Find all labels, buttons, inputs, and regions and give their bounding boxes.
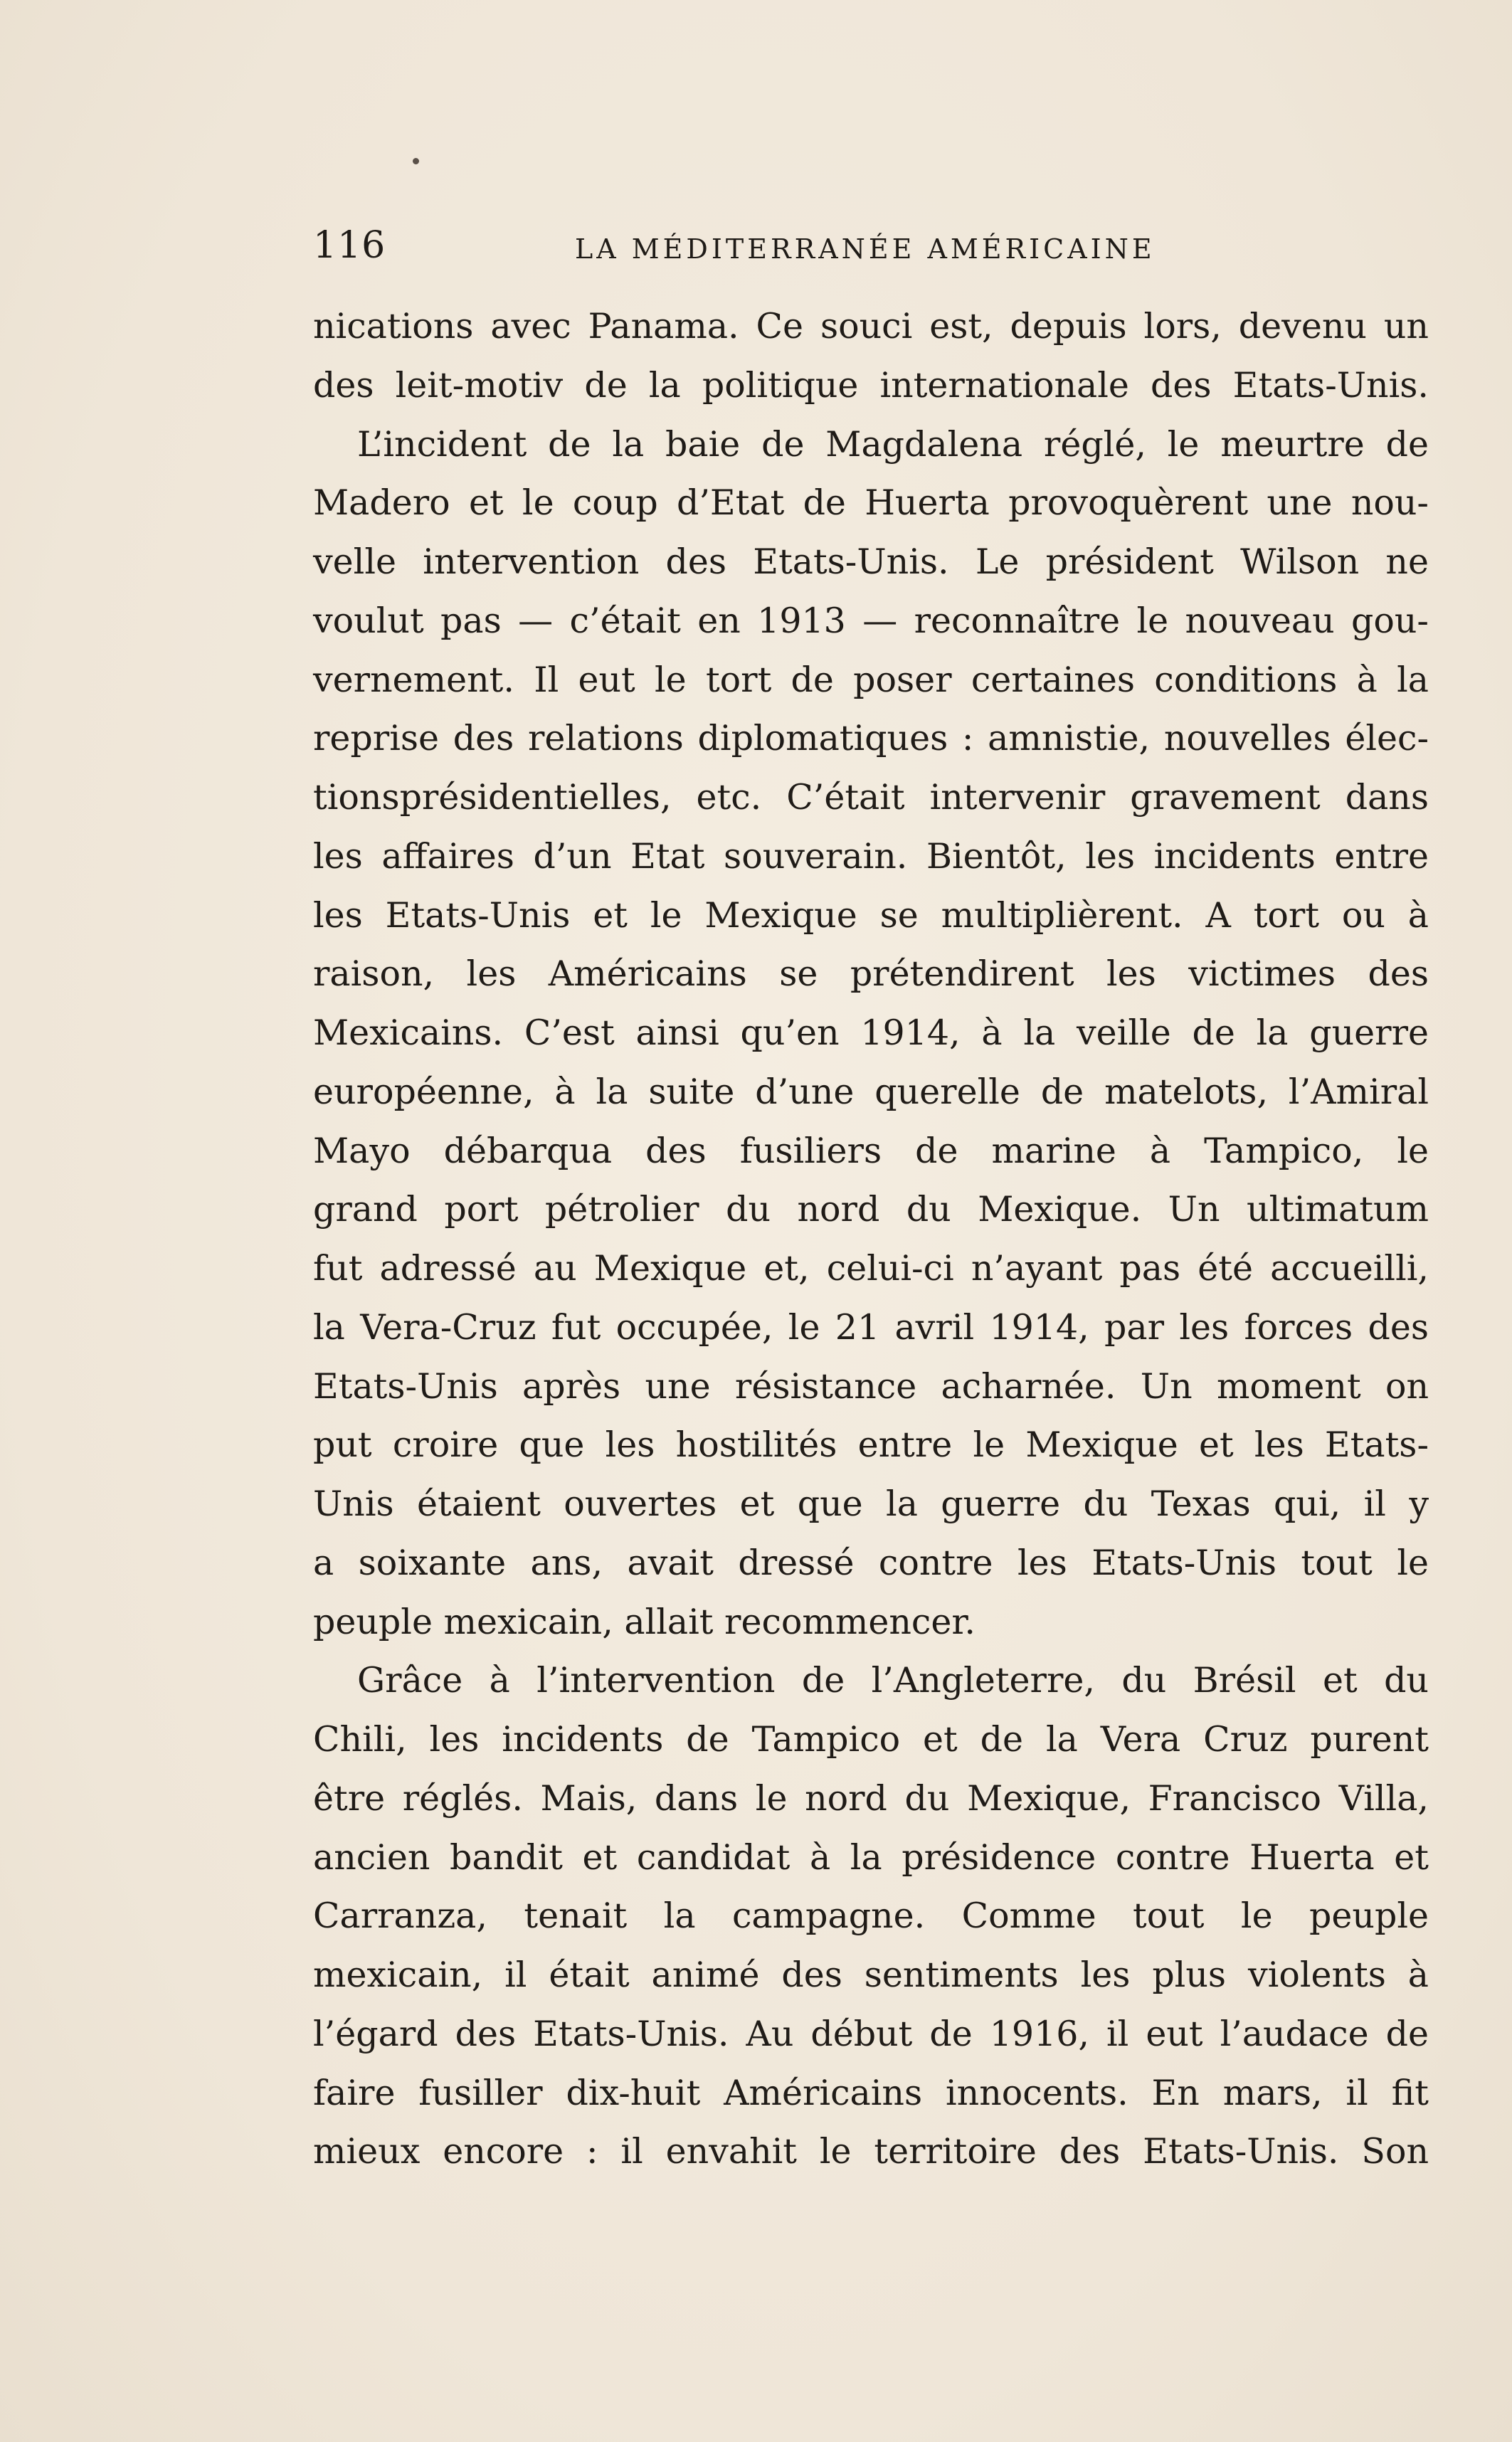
text-line: Mayo débarqua des fusiliers de marine à Tampico, le	[313, 1130, 1429, 1171]
text-line: Unis étaient ouvertes et que la guerre du Texas qui, il y	[313, 1484, 1429, 1524]
text-line: fut adressé au Mexique et, celui-ci n’ayant pas été accueilli,	[313, 1248, 1429, 1289]
text-line: put croire que les hostilités entre le Mexique et les Etats-	[313, 1424, 1429, 1466]
running-title: LA MÉDITERRANÉE AMÉRICAINE	[575, 233, 1156, 265]
body-text	[313, 297, 1429, 2182]
text-line: être réglés. Mais, dans le nord du Mexique, Francisco Villa,	[313, 1777, 1429, 1819]
text-line: la Vera-Cruz fut occupée, le 21 avril 1914, par les forces des	[313, 1306, 1429, 1348]
text-line: grand port pétrolier du nord du Mexique. Un ultimatum	[313, 1189, 1429, 1230]
text-line: L’incident de la baie de Magdalena réglé, le meurtre de	[357, 423, 1429, 465]
text-line: a soixante ans, avait dressé contre les Etats-Unis tout le	[313, 1542, 1429, 1583]
text-line: voulut pas — c’était en 1913 — reconnaître le nouveau gou-	[313, 600, 1429, 641]
text-line: tionsprésidentielles, etc. C’était intervenir gravement dans	[313, 777, 1429, 818]
text-line: mieux encore : il envahit le territoire des Etats-Unis. Son	[313, 2131, 1429, 2172]
text-line: Carranza, tenait la campagne. Comme tout le peuple	[313, 1896, 1429, 1937]
page-number: 116	[313, 224, 386, 267]
text-line: reprise des relations diplomatiques : amnistie, nouvelles élec-	[313, 718, 1429, 759]
text-line: les affaires d’un Etat souverain. Bientôt, les incidents entre	[313, 835, 1429, 877]
text-line: les Etats-Unis et le Mexique se multiplièrent. A tort ou à	[313, 894, 1429, 936]
text-line: européenne, à la suite d’une querelle de matelots, l’Amiral	[313, 1071, 1429, 1112]
text-line: des leit-motiv de la politique internationale des Etats-Unis.	[313, 364, 1429, 406]
text-line: faire fusiller dix-huit Américains innocents. En mars, il fit	[313, 2072, 1429, 2113]
text-line: raison, les Américains se prétendirent les victimes des	[313, 953, 1429, 995]
page-header	[313, 221, 1181, 278]
text-line: mexicain, il était animé des sentiments les plus violents à	[313, 1955, 1429, 1995]
text-line: ancien bandit et candidat à la présidence contre Huerta et	[313, 1836, 1429, 1878]
text-line: nications avec Panama. Ce souci est, depuis lors, devenu un	[313, 306, 1429, 347]
ink-speck	[413, 158, 419, 164]
text-line: vernement. Il eut le tort de poser certaines conditions à la	[313, 659, 1429, 700]
text-line: Chili, les incidents de Tampico et de la Vera Cruz purent	[313, 1719, 1429, 1760]
text-line: Mexicains. C’est ainsi qu’en 1914, à la veille de la guerre	[313, 1013, 1429, 1053]
text-line: peuple mexicain, allait recommencer.	[313, 1601, 976, 1642]
text-line: l’égard des Etats-Unis. Au début de 1916, il eut l’audace de	[313, 2013, 1429, 2054]
text-line: Etats-Unis après une résistance acharnée. Un moment on	[313, 1365, 1429, 1407]
text-line: Madero et le coup d’Etat de Huerta provoquèrent une nou-	[313, 482, 1429, 524]
text-line: Grâce à l’intervention de l’Angleterre, du Brésil et du	[357, 1660, 1429, 1701]
text-line: velle intervention des Etats-Unis. Le président Wilson ne	[313, 541, 1429, 582]
